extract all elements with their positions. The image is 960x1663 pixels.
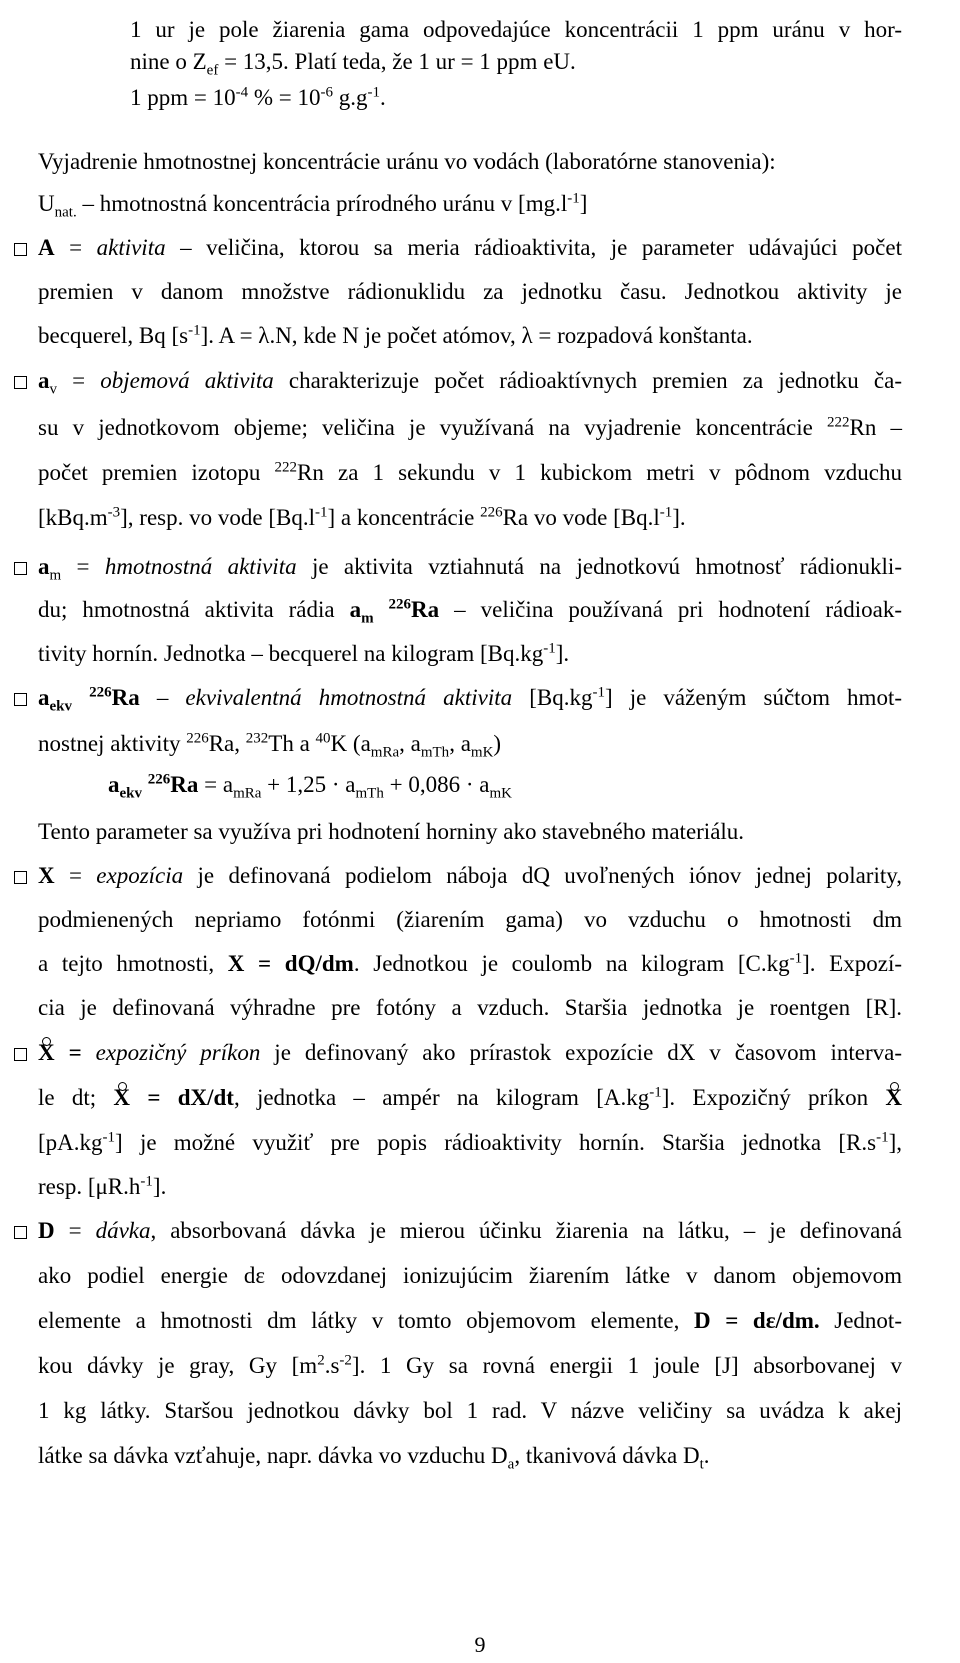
checkbox-bullet-icon [14,1048,27,1061]
checkbox-bullet-icon [14,243,27,256]
text-line: A = aktivita – veličina, ktorou sa meria rádioaktivita, je parameter udávajúci počet [38,235,902,260]
text-line: elemente a hmotnosti dm látky v tomto objemovom elemente, D = dε/dm. Jednot- [38,1308,902,1333]
text-line: 1 kg látky. Staršou jednotkou dávky bol 1 rad. V názve veličiny sa uvádza k akej [38,1398,902,1423]
text-line: X = expozičný príkon je definovaný ako prírastok expozície dX v časovom interva- [38,1040,902,1065]
text-line: látke sa dávka vzťahuje, napr. dávka vo vzduchu $D_a$, tkanivová dávka $D_t$. [38,1443,710,1473]
text-line: cia je definovaná výhradne pre fotóny a vzduch. Staršia jednotka je roentgen [R]. [38,995,902,1020]
text-line: du; hmotnostná aktivita rádia $a_m$ $^{226}$Ra – veličina používaná pri hodnotení rádioak- [38,596,902,627]
text-line: su v jednotkovom objeme; veličina je využívaná na vyjadrenie koncentrácie $^{222}$Rn – [38,414,902,440]
text-line: X = expozícia je definovaná podielom náboja dQ uvoľnených iónov jednej polarity, [38,863,902,888]
text-line: $a_{ekv}$ $^{226}$Ra – ekvivalentná hmotnostná aktivita $[Bq.kg^{-1}]$ je váženým súčtom hmot- [38,684,902,715]
text-line: a tejto hmotnosti, X = dQ/dm. Jednotkou je coulomb na kilogram $[C.kg^{-1}]$. Expozí- [38,950,902,976]
text-line: počet premien izotopu $^{222}$Rn za 1 sekundu v 1 kubickom metri v pôdnom vzduchu [38,459,902,485]
text-line: D = dávka, absorbovaná dávka je mierou účinku žiarenia na látku, – je definovaná [38,1218,902,1243]
text-line: kou dávky je gray, Gy $[m^2.s^{-2}]$. 1 Gy sa rovná energii 1 joule [J] absorbovanej v [38,1352,902,1378]
checkbox-bullet-icon [14,562,27,575]
text-line: premien v danom množstve rádionuklidu za jednotku času. Jednotkou aktivity je [38,279,902,304]
text-line: $a_v$ = objemová aktivita charakterizuje počet rádioaktívnych premien za jednotku ča- [38,368,902,398]
checkbox-bullet-icon [14,871,27,884]
formula-line: $a_{ekv}$ $^{226}Ra = a_{mRa} + 1,25 \cdot a_{mTh} + 0,086 \cdot a_{mK}$ [108,771,512,802]
text-line: le dt; X = dX/dt, jednotka – ampér na kilogram $[A.kg^{-1}]$. Expozičný príkon X [38,1084,902,1110]
text-line: resp. $[\mu R.h^{-1}]$. [38,1173,167,1199]
text-line: $a_m$ = hmotnostná aktivita je aktivita vztiahnutá na jednotkovú hmotnosť rádionukli- [38,554,902,584]
checkbox-bullet-icon [14,1226,27,1239]
text-line: Vyjadrenie hmotnostnej koncentrácie uránu vo vodách (laboratórne stanovenia): [38,149,776,174]
text-line: Tento parameter sa využíva pri hodnotení horniny ako stavebného materiálu. [38,819,745,844]
checkbox-bullet-icon [14,693,27,706]
text-line: 1 ur je pole žiarenia gama odpovedajúce koncentrácii 1 ppm uránu v hor- [130,17,902,42]
text-line: $[pA.kg^{-1}]$ je možné využiť pre popis rádioaktivity hornín. Staršia jednotka $[R.s^{-1}]$, [38,1129,902,1155]
text-line: nine o $Z_{ef} = 13,5$. Platí teda, že 1 ur = 1 ppm eU. [130,49,576,79]
text-line: $[kBq.m^{-3}]$, resp. vo vode $[Bq.l^{-1}]$ a koncentrácie $^{226}$Ra vo vode $[Bq.l^{-1}]$. [38,504,686,530]
checkbox-bullet-icon [14,376,27,389]
text-line: tivity hornín. Jednotka – becquerel na kilogram $[Bq.kg^{-1}]$. [38,640,570,666]
text-line: nostnej aktivity $^{226}$Ra, $^{232}$Th a $^{40}$K ($a_{mRa}$, $a_{mTh}$, $a_{mK}$) [38,730,502,761]
text-line: ako podiel energie dε odovzdanej ionizujúcim žiarením látke v danom objemovom [38,1263,902,1288]
page-number: 9 [474,1632,486,1657]
text-line: 1 ppm = $10^{-4}$ % = $10^{-6}$ $g.g^{-1}$. [130,84,386,110]
text-line: podmienených nepriamo fotónmi (žiarením gama) vo vzduchu o hmotnosti dm [38,907,902,932]
text-line: $U_{nat.}$ – hmotnostná koncentrácia prírodného uránu v $[mg.l^{-1}]$ [38,190,588,221]
text-line: becquerel, Bq $[s^{-1}]$. A = λ.N, kde N je počet atómov, λ = rozpadová konštanta. [38,322,753,348]
